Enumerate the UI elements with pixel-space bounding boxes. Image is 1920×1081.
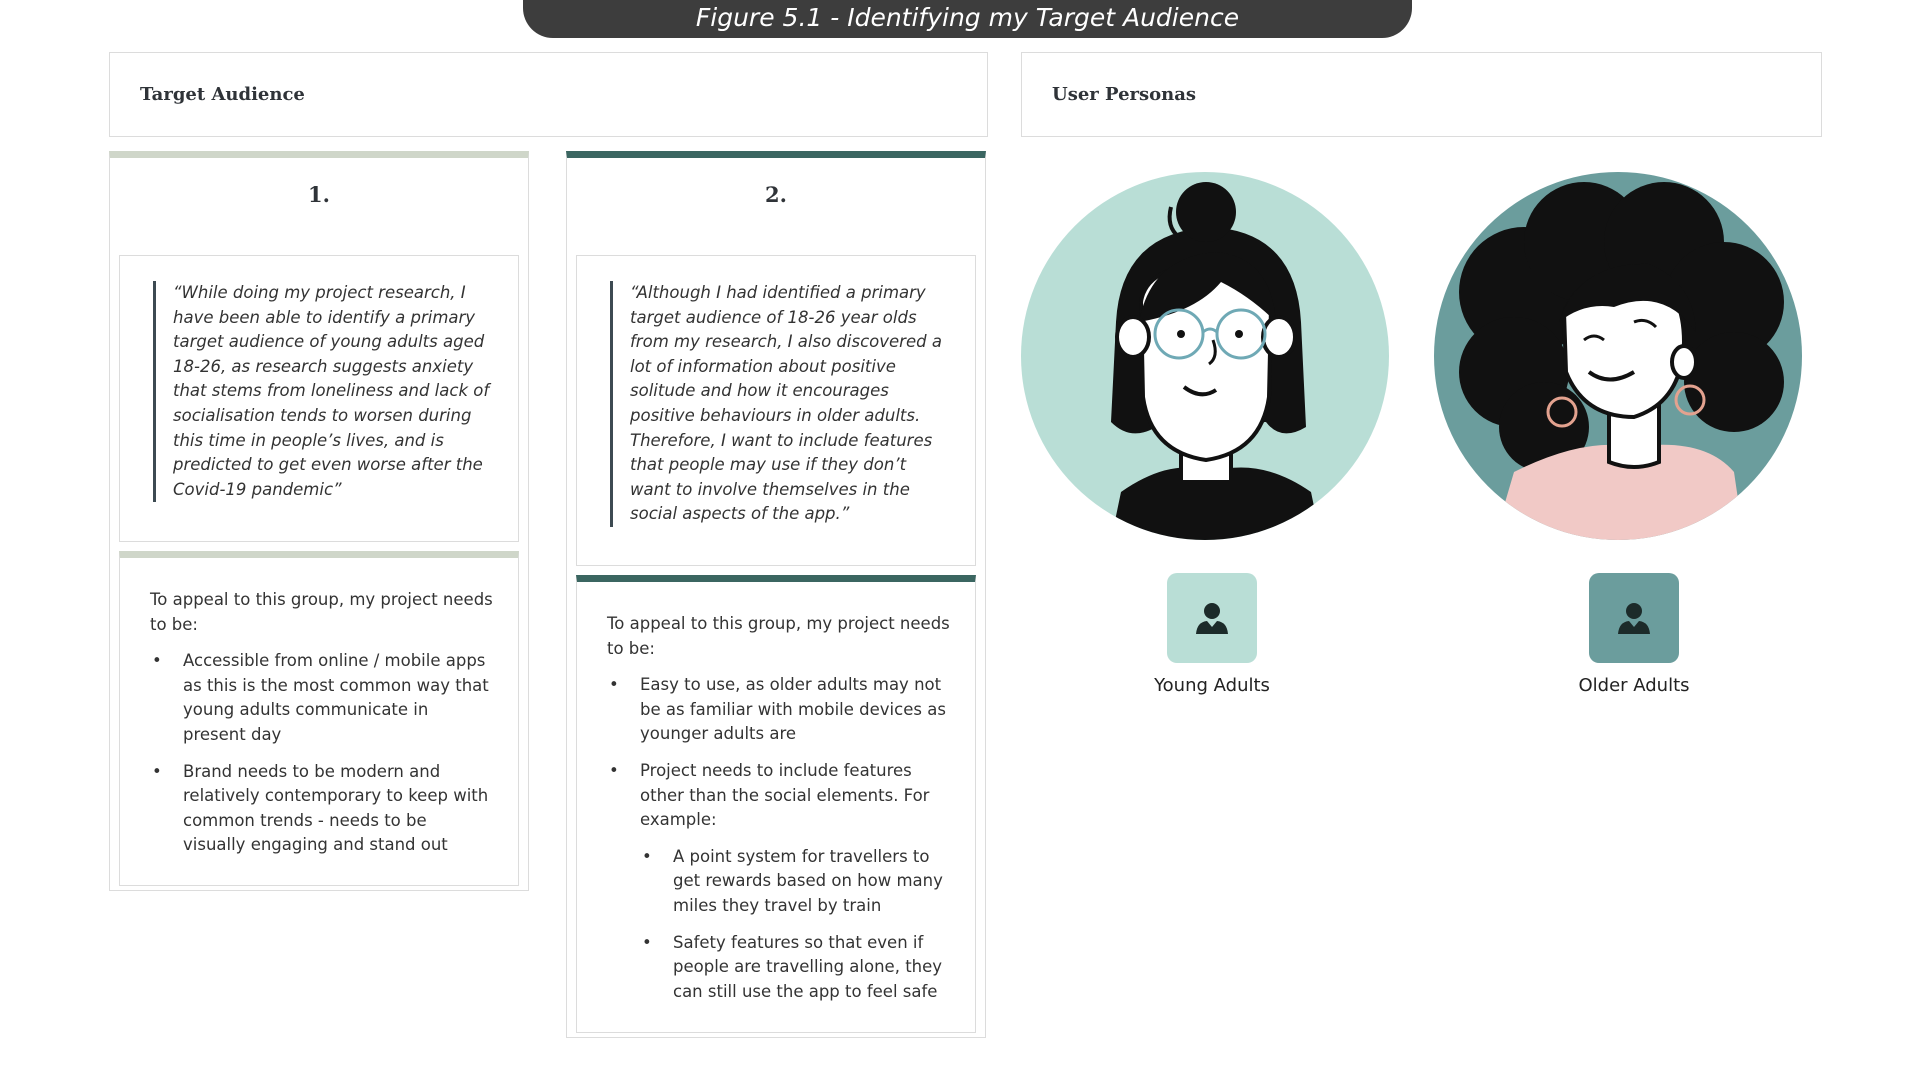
research-quote: “Although I had identified a primary target audience of 18-26 year olds from my research, I also discovered a lot of information about positive solitude and how it encourages positive behaviours in older adults. Therefore, I want to include features that people may use if they don’t want to involve themselves in the social aspects of the app.” xyxy=(610,281,949,527)
column-number: 1. xyxy=(308,182,330,207)
persona-label-older-adults: Older Adults xyxy=(1578,675,1690,696)
needs-list xyxy=(607,673,951,1004)
young-adult-avatar xyxy=(1021,172,1389,540)
user-personas-header xyxy=(1021,52,1822,137)
list-item xyxy=(607,759,951,1004)
person-icon xyxy=(1192,598,1232,638)
list-item: • Accessible from online / mobile apps as this is the most common way that young adults communicate in present day xyxy=(150,649,494,747)
user-personas-heading: User Personas xyxy=(1052,84,1197,105)
column-number: 2. xyxy=(765,182,787,207)
list-item: • Easy to use, as older adults may not be as familiar with mobile devices as younger adults are xyxy=(607,673,951,747)
quote-card xyxy=(119,255,519,542)
needs-card xyxy=(576,575,976,1033)
list-item: • A point system for travellers to get rewards based on how many miles they travel by train xyxy=(640,845,951,919)
needs-list xyxy=(150,649,494,858)
needs-intro: To appeal to this group, my project needs to be: xyxy=(150,590,493,634)
persona-label-young-adults: Young Adults xyxy=(1154,675,1270,696)
list-item: • Safety features so that even if people are travelling alone, they can still use the app to feel safe xyxy=(640,931,951,1005)
audience-column-2 xyxy=(566,151,986,1038)
audience-column-1 xyxy=(109,151,529,891)
needs-card xyxy=(119,551,519,886)
research-quote: “While doing my project research, I have been able to identify a primary target audience of young adults aged 18-26, as research suggests anxiety that stems from loneliness and lack of socialisation tends to worsen during this time in people’s lives, and is predicted to get even worse after the Covid-19 pandemic” xyxy=(153,281,492,502)
needs-intro: To appeal to this group, my project needs to be: xyxy=(607,614,950,658)
list-item: • Brand needs to be modern and relatively contemporary to keep with common trends - needs to be visually engaging and stand out xyxy=(150,760,494,858)
older-adults-persona-button[interactable] xyxy=(1589,573,1679,663)
young-adults-persona-button[interactable] xyxy=(1167,573,1257,663)
person-icon xyxy=(1614,598,1654,638)
target-audience-header xyxy=(109,52,988,137)
list-item-text: Project needs to include features other than the social elements. For example: xyxy=(640,760,930,830)
sub-needs-list xyxy=(640,845,951,1005)
quote-card xyxy=(576,255,976,566)
figure-title: Figure 5.1 - Identifying my Target Audience xyxy=(523,0,1412,38)
target-audience-heading: Target Audience xyxy=(140,84,305,105)
older-adult-avatar xyxy=(1434,172,1802,540)
